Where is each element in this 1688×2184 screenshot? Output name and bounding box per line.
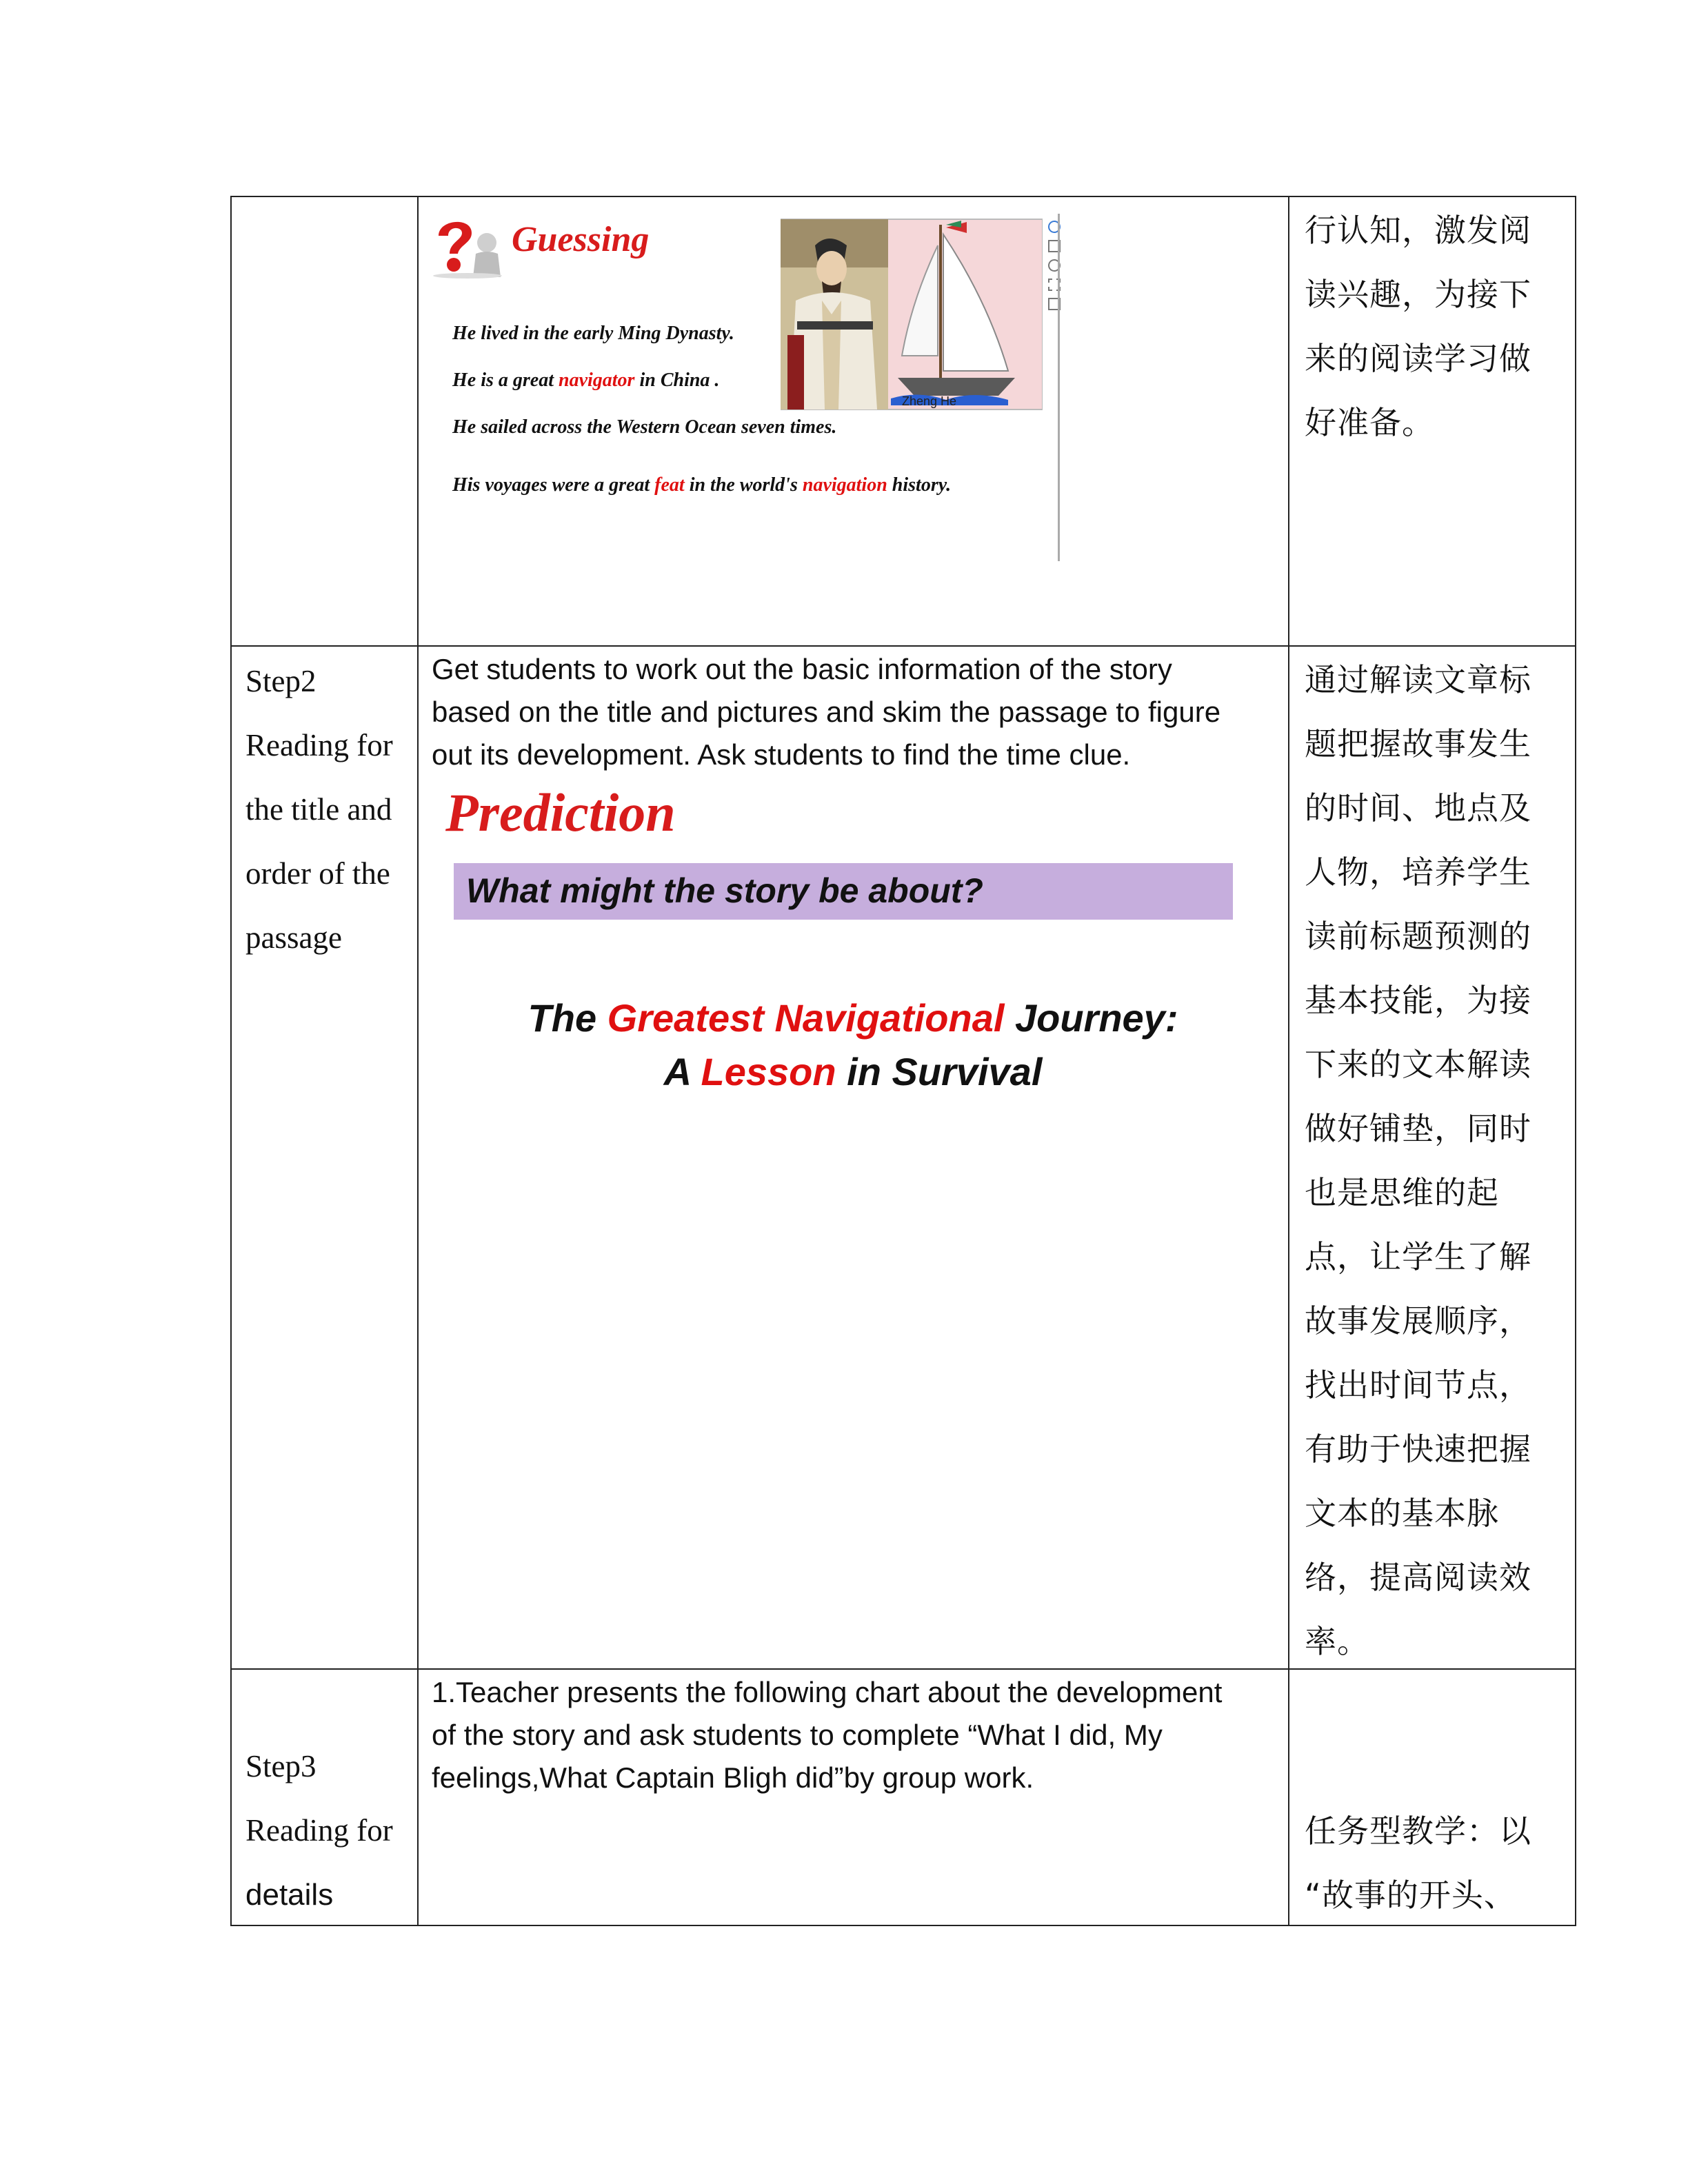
prediction-question-box bbox=[454, 863, 1233, 920]
title-text: A bbox=[663, 1050, 701, 1093]
col-divider-2 bbox=[1288, 196, 1289, 1926]
step-label: the title and bbox=[245, 792, 392, 827]
notes-line: 文本的基本脉 bbox=[1305, 1495, 1499, 1532]
guessing-slide bbox=[422, 204, 1284, 638]
guess-line-2 bbox=[452, 370, 719, 392]
row-divider-1 bbox=[230, 645, 1576, 647]
row2-notes bbox=[1305, 648, 1567, 1674]
title-highlight: Lesson bbox=[701, 1050, 836, 1093]
table-border-top bbox=[230, 196, 1576, 197]
guess-line-4 bbox=[452, 474, 951, 496]
guess-line-text: He sailed across the Western Ocean seven times. bbox=[452, 416, 837, 438]
question-mark-icon bbox=[429, 215, 506, 279]
notes-line: 率。 bbox=[1305, 1623, 1369, 1660]
description-line: 1.Teacher presents the following chart about the development bbox=[432, 1676, 1223, 1708]
description-line: based on the title and pictures and skim the passage to figure bbox=[432, 696, 1221, 728]
story-title-line-1 bbox=[422, 991, 1284, 1045]
step-label: details bbox=[245, 1878, 334, 1912]
step-label: order of the bbox=[245, 856, 390, 891]
row2-description bbox=[432, 648, 1284, 776]
notes-line: 好准备。 bbox=[1305, 404, 1434, 441]
highlight-word: navigator bbox=[559, 370, 635, 391]
description-line: feelings,What Captain Bligh did”by group work. bbox=[432, 1761, 1034, 1794]
notes-line: 人物，培养学生 bbox=[1305, 853, 1531, 891]
notes-line: 读前标题预测的 bbox=[1305, 918, 1531, 955]
notes-line: 点，让学生了解 bbox=[1305, 1238, 1531, 1275]
description-line: of the story and ask students to complete “What I did, My bbox=[432, 1719, 1163, 1751]
title-text: Journey: bbox=[1004, 996, 1178, 1040]
zheng-he-image bbox=[781, 218, 1043, 411]
guess-line-1 bbox=[452, 323, 734, 345]
row2-step bbox=[245, 649, 411, 970]
step-label: passage bbox=[245, 920, 342, 955]
notes-line: 基本技能，为接 bbox=[1305, 982, 1531, 1019]
notes-line: 通过解读文章标 bbox=[1305, 661, 1531, 698]
step-label: Reading for bbox=[245, 728, 393, 762]
step-label: Step3 bbox=[245, 1749, 316, 1783]
row3-step bbox=[245, 1735, 411, 1927]
notes-line: 故事发展顺序， bbox=[1305, 1302, 1531, 1339]
row1-notes bbox=[1305, 199, 1567, 455]
notes-line: “故事的开头、 bbox=[1305, 1877, 1516, 1914]
notes-line: 下来的文本解读 bbox=[1305, 1046, 1531, 1083]
guess-line-text: He lived in the early Ming Dynasty. bbox=[452, 323, 734, 344]
notes-line: 题把握故事发生 bbox=[1305, 725, 1531, 762]
story-title bbox=[422, 991, 1284, 1099]
notes-line: 行认知，激发阅 bbox=[1305, 212, 1531, 249]
title-text: The bbox=[528, 996, 607, 1040]
notes-line: 任务型教学：以 bbox=[1305, 1812, 1531, 1850]
guess-line-text: history. bbox=[887, 474, 952, 496]
highlight-word: feat bbox=[654, 474, 685, 496]
prediction-question: What might the story be about? bbox=[466, 871, 983, 910]
story-title-line-2 bbox=[422, 1045, 1284, 1099]
step-label: Step2 bbox=[245, 664, 316, 698]
prediction-heading: Prediction bbox=[445, 782, 676, 842]
row3-notes bbox=[1305, 1799, 1567, 1928]
col-divider-1 bbox=[417, 196, 419, 1926]
guess-line-text: in the world's bbox=[684, 474, 803, 496]
guess-line-text: He is a great bbox=[452, 370, 559, 391]
highlight-word: navigation bbox=[802, 474, 887, 496]
description-line: Get students to work out the basic information of the story bbox=[432, 653, 1172, 685]
notes-line: 找出时间节点， bbox=[1305, 1366, 1531, 1404]
table-border-left bbox=[230, 196, 232, 1926]
step-label: Reading for bbox=[245, 1813, 393, 1848]
table-border-right bbox=[1575, 196, 1576, 1926]
row3-description bbox=[432, 1671, 1284, 1799]
notes-line: 络，提高阅读效 bbox=[1305, 1559, 1531, 1596]
title-highlight: Greatest Navigational bbox=[607, 996, 1005, 1040]
notes-line: 有助于快速把握 bbox=[1305, 1430, 1531, 1468]
notes-line: 来的阅读学习做 bbox=[1305, 340, 1531, 377]
image-caption: Zheng He bbox=[902, 394, 957, 408]
notes-line: 做好铺垫，同时 bbox=[1305, 1110, 1531, 1147]
notes-line: 也是思维的起 bbox=[1305, 1174, 1499, 1211]
guess-line-text: His voyages were a great bbox=[452, 474, 655, 496]
description-line: out its development. Ask students to find the time clue. bbox=[432, 738, 1131, 771]
notes-line: 读兴趣，为接下 bbox=[1305, 276, 1531, 313]
guessing-title: Guessing bbox=[512, 220, 650, 259]
guess-line-3 bbox=[452, 416, 836, 438]
slide-divider-line bbox=[1058, 214, 1060, 561]
title-text: in Survival bbox=[836, 1050, 1043, 1093]
guess-line-text: in China . bbox=[634, 370, 720, 391]
notes-line: 的时间、地点及 bbox=[1305, 789, 1531, 827]
